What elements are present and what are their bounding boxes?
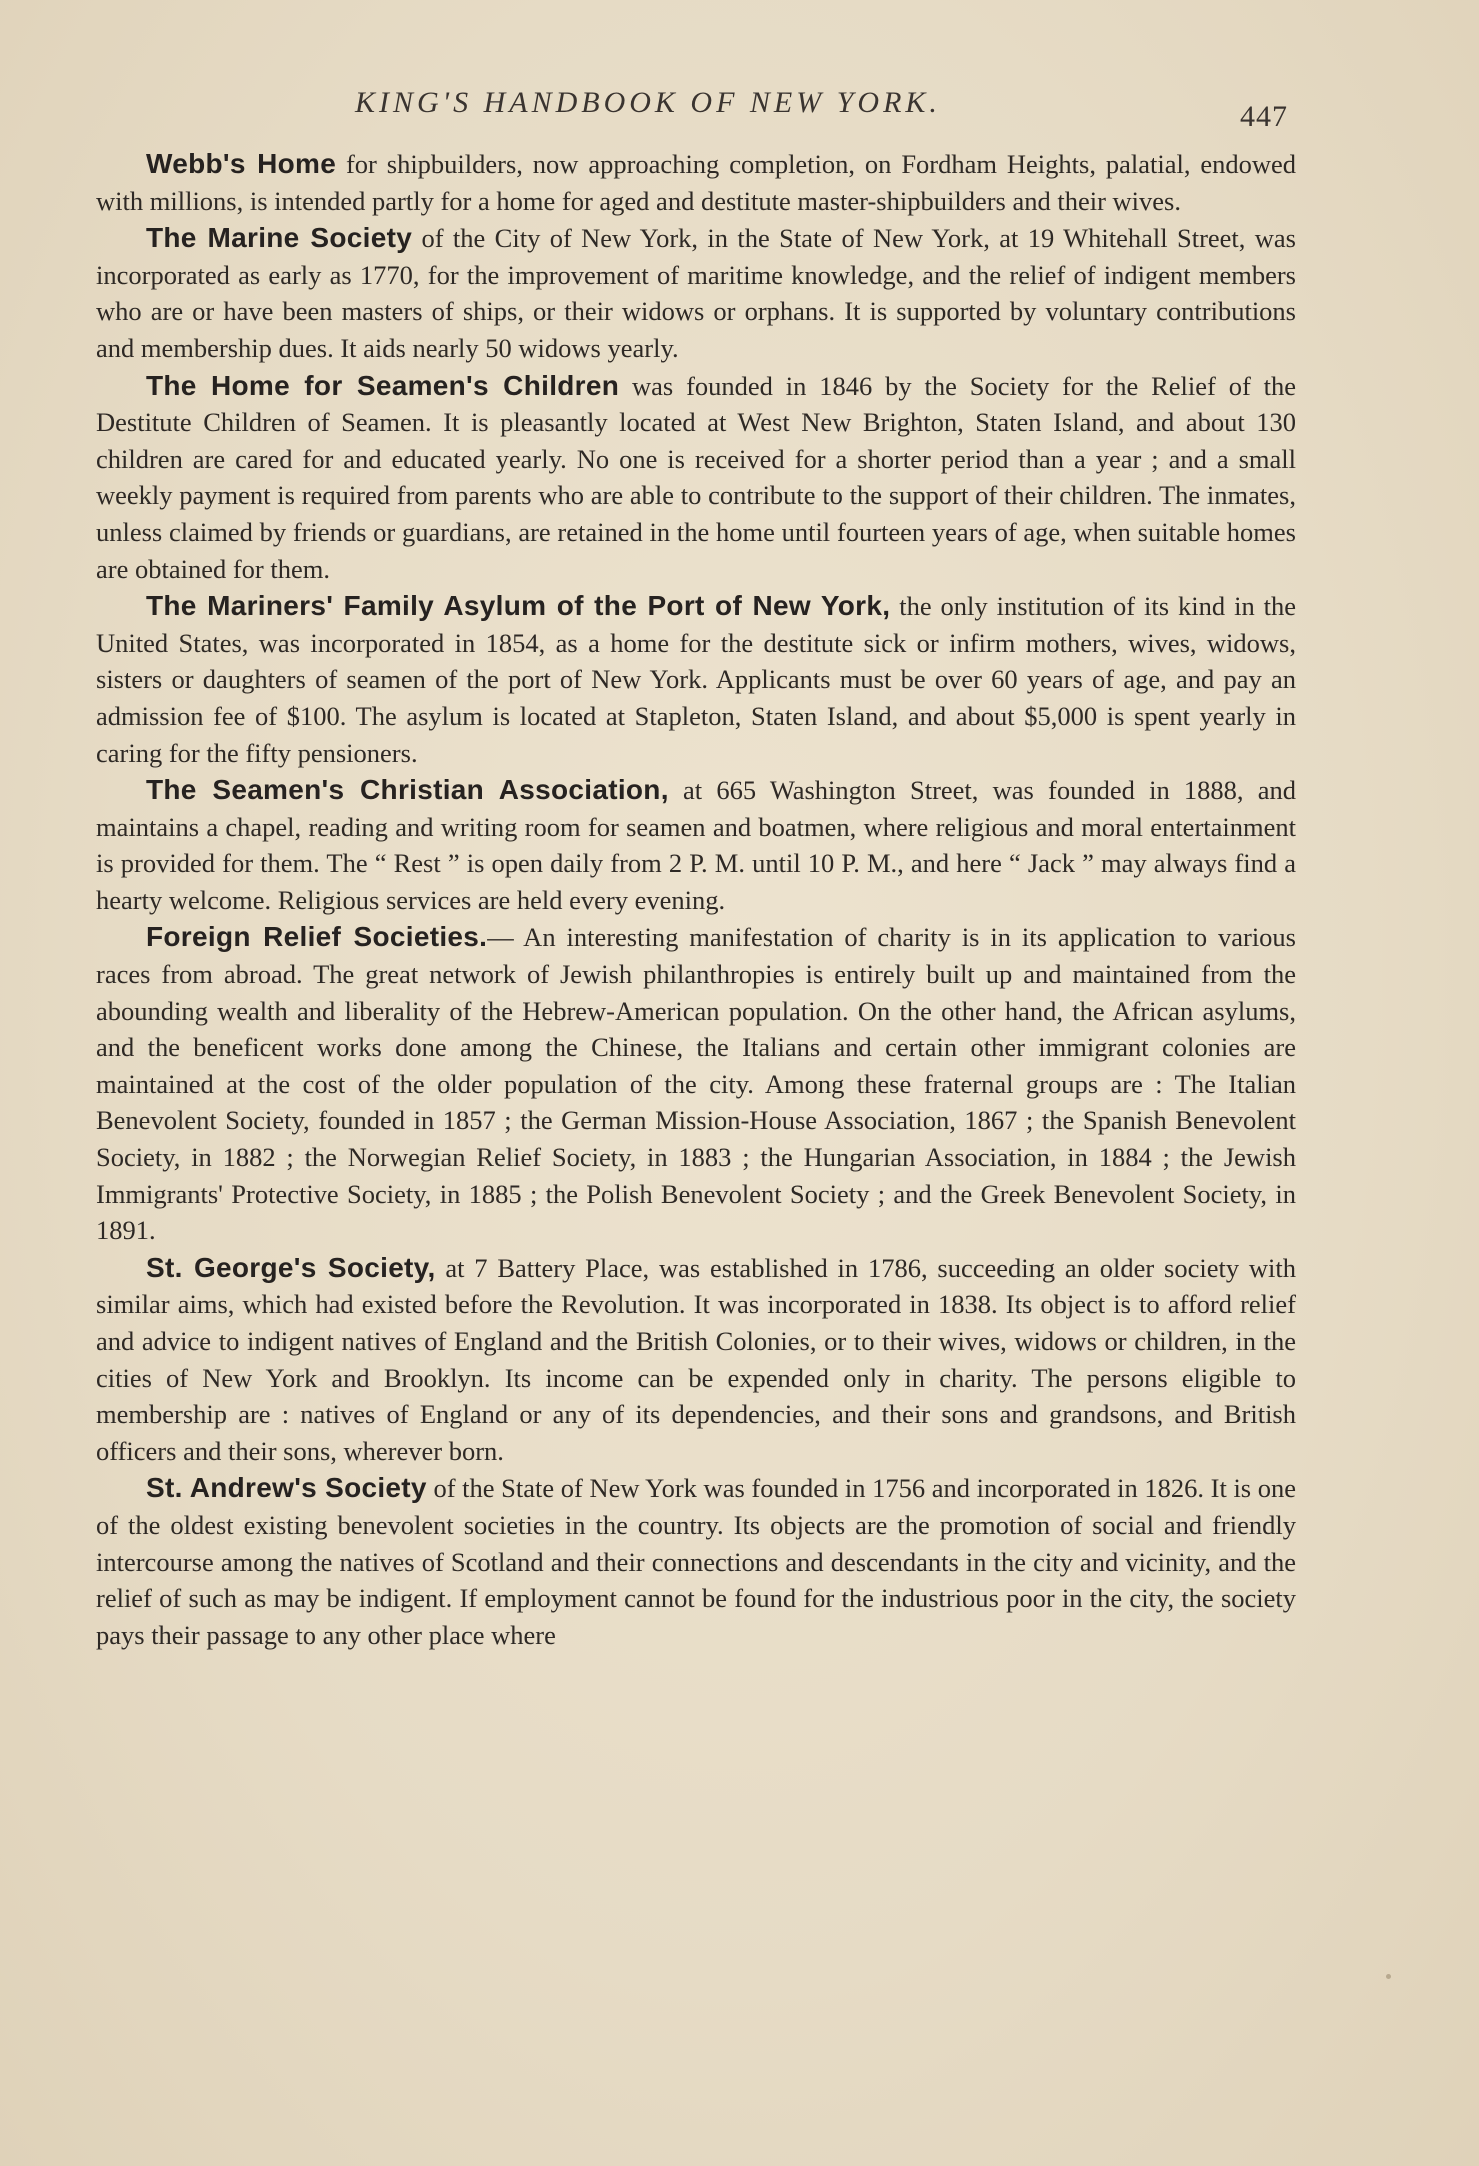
paragraph-st-andrews-society bbox=[96, 1470, 1296, 1654]
running-head: KING'S HANDBOOK OF NEW YORK. bbox=[355, 86, 941, 119]
entry-text: the only institution of its kind in the United States, was incorporated in 1854, as a home for the destitute sick or infirm mothers, wives, widows, sisters or daughters of seamen of the port of New York. Applicants must be over 60 years of age, and pay an admission fee of $100. The asylum is located at Stapleton, Staten Island, and about $5,000 is spent yearly in caring for the fifty pensioners. bbox=[96, 591, 1297, 768]
entry-text: for shipbuilders, now approaching completion, on Fordham Heights, palatial, endowed with millions, is intended partly for a home for aged and destitute master-shipbuilders and their wives. bbox=[96, 149, 1296, 216]
entry-text: at 665 Washington Street, was founded in 1888, and maintains a chapel, reading and writing room for seamen and boatmen, where religious and moral entertainment is provided for them. The “ Rest ” is open daily from 2 P. M. until 10 P. M., and here “ Jack ” may always find a hearty welcome. Religious services are held every evening. bbox=[96, 775, 1296, 915]
entry-heading: The Marine Society bbox=[146, 222, 413, 254]
entry-heading: Foreign Relief Societies. bbox=[146, 921, 488, 953]
body-text bbox=[96, 146, 1296, 1654]
paragraph-st-georges-society bbox=[96, 1250, 1296, 1471]
paragraph-home-for-seamens-children bbox=[96, 368, 1296, 589]
ink-speck bbox=[1386, 1974, 1391, 1979]
entry-heading: St. George's Society, bbox=[146, 1251, 436, 1283]
entry-heading: St. Andrew's Society bbox=[146, 1472, 427, 1504]
entry-heading: The Mariners' Family Asylum of the Port of New York, bbox=[146, 590, 891, 622]
entry-text: — An interesting manifestation of charity is in its application to various races from abroad. The great network of Jewish philanthropies is entirely built up and maintained from the abounding wealth and liberality of the Hebrew-American population. On the other hand, the African asylums, and the beneficent works done among the Chinese, the Italians and certain other immigrant colonies are maintained at the cost of the older population of the city. Among these fraternal groups are : The Italian Benevolent Society, founded in 1857 ; the German Mission-House Association, 1867 ; the Spanish Benevolent Society, in 1882 ; the Norwegian Relief Society, in 1883 ; the Hungarian Association, in 1884 ; the Jewish Immigrants' Protective Society, in 1885 ; the Polish Benevolent Society ; and the Greek Benevolent Society, in 1891. bbox=[96, 922, 1296, 1246]
paragraph-webbs-home bbox=[96, 146, 1296, 220]
entry-text: at 7 Battery Place, was established in 1786, succeeding an older society with similar aims, which had existed before the Revolution. It was incorporated in 1838. Its object is to afford relief and advice to indigent natives of England and the British Colonies, or to their wives, widows or children, in the cities of New York and Brooklyn. Its income can be expended only in charity. The persons eligible to membership are : natives of England or any of its dependencies, and their sons and grandsons, and British officers and their sons, wherever born. bbox=[96, 1252, 1296, 1466]
entry-heading: The Seamen's Christian Association, bbox=[146, 774, 669, 806]
entry-text: of the City of New York, in the State of New York, at 19 Whitehall Street, was incorporated as early as 1770, for the improvement of maritime knowledge, and the relief of indigent members who are or have been masters of ships, or their widows or orphans. It is supported by voluntary contributions and membership dues. It aids nearly 50 widows yearly. bbox=[96, 223, 1296, 363]
paragraph-marine-society bbox=[96, 220, 1296, 367]
paragraph-seamens-christian-association bbox=[96, 772, 1296, 919]
paragraph-foreign-relief-societies bbox=[96, 919, 1296, 1249]
entry-heading: Webb's Home bbox=[146, 148, 337, 179]
entry-heading: The Home for Seamen's Children bbox=[146, 369, 620, 401]
entry-text: of the State of New York was founded in 1756 and incorporated in 1826. It is one of the oldest existing benevolent societies in the country. Its objects are the promotion of social and friendly intercourse among the natives of Scotland and their connections and descendants in the city and vicinity, and the relief of such as may be indigent. If employment cannot be found for the industrious poor in the city, the society pays their passage to any other place where bbox=[96, 1473, 1297, 1650]
entry-text: was founded in 1846 by the Society for the Relief of the Destitute Children of Seamen. It is pleasantly located at West New Brighton, Staten Island, and about 130 children are cared for and educated yearly. No one is received for a shorter period than a year ; and a small weekly payment is required from parents who are able to contribute to the support of their children. The inmates, unless claimed by friends or guardians, are retained in the home until fourteen years of age, when suitable homes are obtained for them. bbox=[96, 370, 1296, 584]
page-header bbox=[0, 86, 1479, 133]
page-number: 447 bbox=[1240, 100, 1288, 133]
paragraph-mariners-family-asylum bbox=[96, 588, 1296, 772]
